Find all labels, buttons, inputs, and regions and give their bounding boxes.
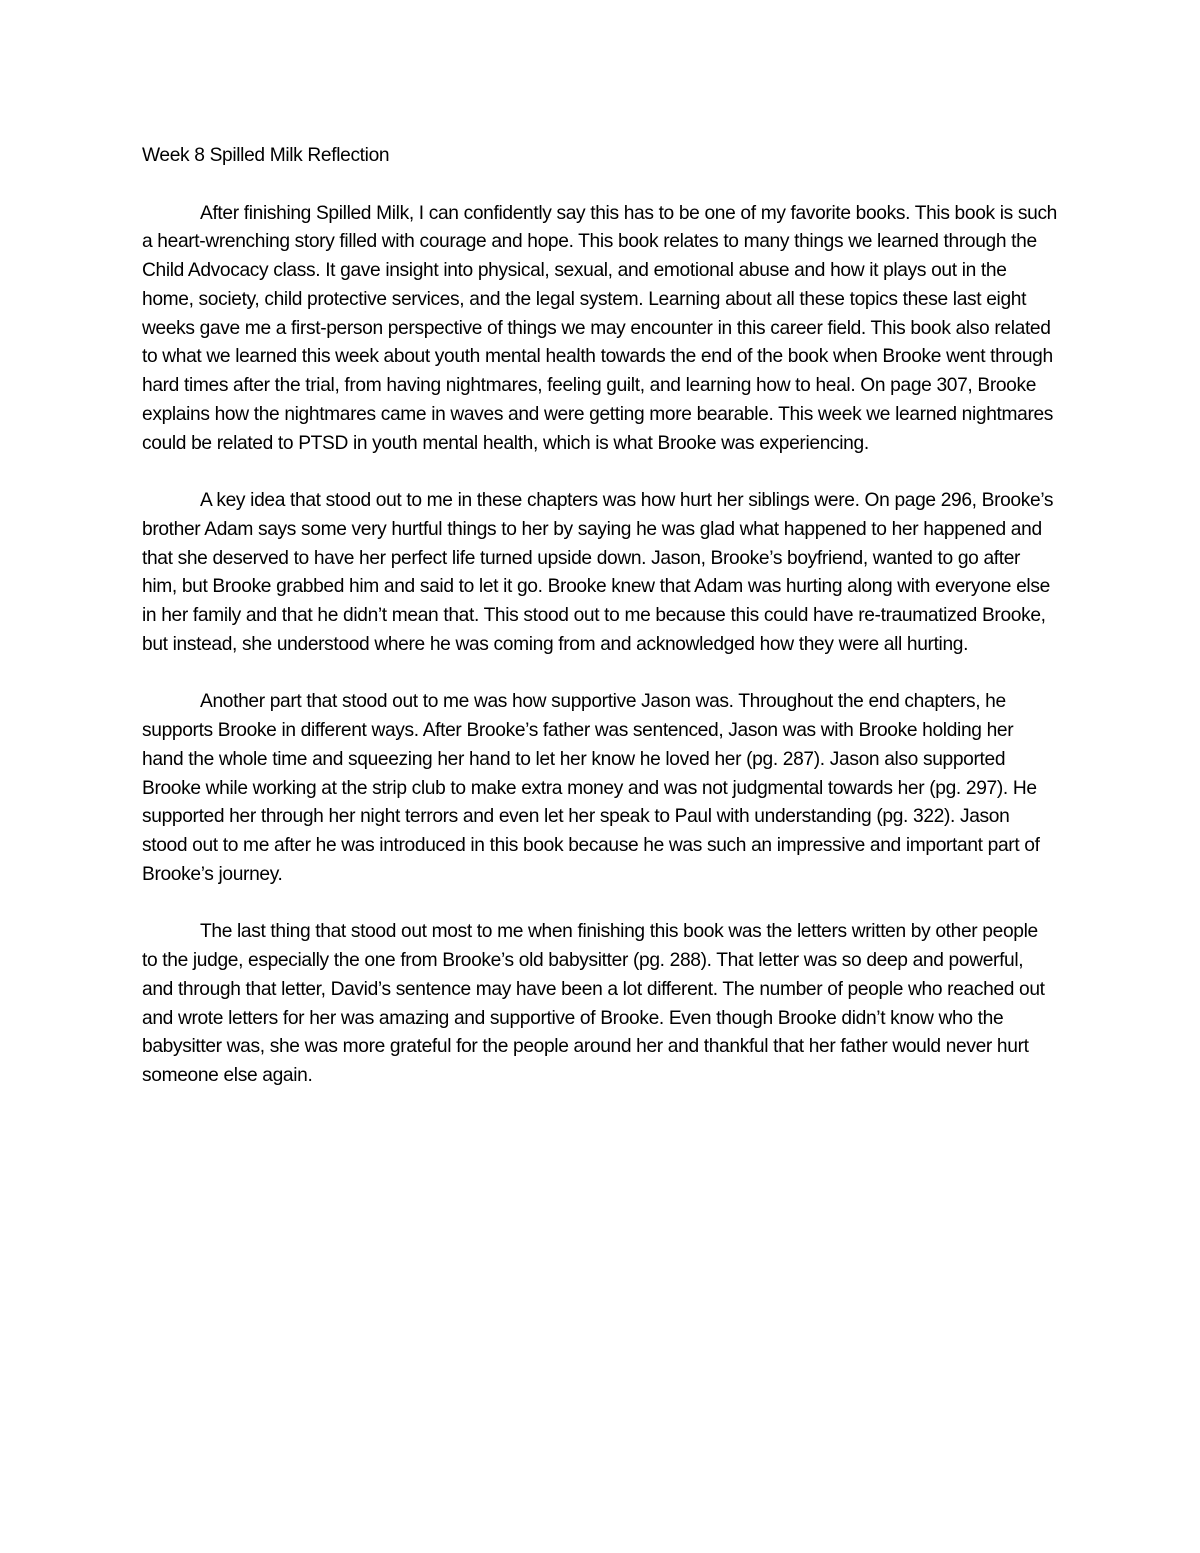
- paragraph-4: The last thing that stood out most to me when finishing this book was the letters written by other people to the judge, especially the one from Brooke’s old babysitter (pg. 288). That letter was so deep and powerful, and through that letter, David’s sentence may have been a lot different. The number of people who reached out and wrote letters for her was amazing and supportive of Brooke. Even though Brooke didn’t know who the babysitter was, she was more grateful for the people around her and thankful that her father would never hurt someone else again.: [142, 921, 1045, 1086]
- paragraph-3: Another part that stood out to me was how supportive Jason was. Throughout the end chapters, he supports Brooke in different ways. After Brooke’s father was sentenced, Jason was with Brooke holding her hand the whole time and squeezing her hand to let her know he loved her (pg. 287). Jason also supported Brooke while working at the strip club to make extra money and was not judgmental towards her (pg. 297). He supported her through her night terrors and even let her speak to Paul with understanding (pg. 322). Jason stood out to me after he was introduced in this book because he was such an impressive and important part of Brooke’s journey.: [142, 691, 1040, 885]
- document-title: Week 8 Spilled Milk Reflection: [142, 145, 390, 166]
- paragraph-1: After finishing Spilled Milk, I can confidently say this has to be one of my favorite books. This book is such a heart-wrenching story filled with courage and hope. This book relates to many things we learned through the Child Advocacy class. It gave insight into physical, sexual, and emotional abuse and how it plays out in the home, society, child protective services, and the legal system. Learning about all these topics these last eight weeks gave me a first-person perspective of things we may encounter in this career field. This book also related to what we learned this week about youth mental health towards the end of the book when Brooke went through hard times after the trial, from having nightmares, feeling guilt, and learning how to heal. On page 307, Brooke explains how the nightmares came in waves and were getting more bearable. This week we learned nightmares could be related to PTSD in youth mental health, which is what Brooke was experiencing.: [142, 202, 1058, 454]
- paragraph-2: A key idea that stood out to me in these chapters was how hurt her siblings were. On page 296, Brooke’s brother Adam says some very hurtful things to her by saying he was glad what happened to her happened and that she deserved to have her perfect life turned upside down. Jason, Brooke’s boyfriend, wanted to go after him, but Brooke grabbed him and said to let it go. Brooke knew that Adam was hurting along with everyone else in her family and that he didn’t mean that. This stood out to me because this could have re-traumatized Brooke, but instead, she understood where he was coming from and acknowledged how they were all hurting.: [142, 490, 1054, 655]
- document-body: [142, 142, 1058, 1120]
